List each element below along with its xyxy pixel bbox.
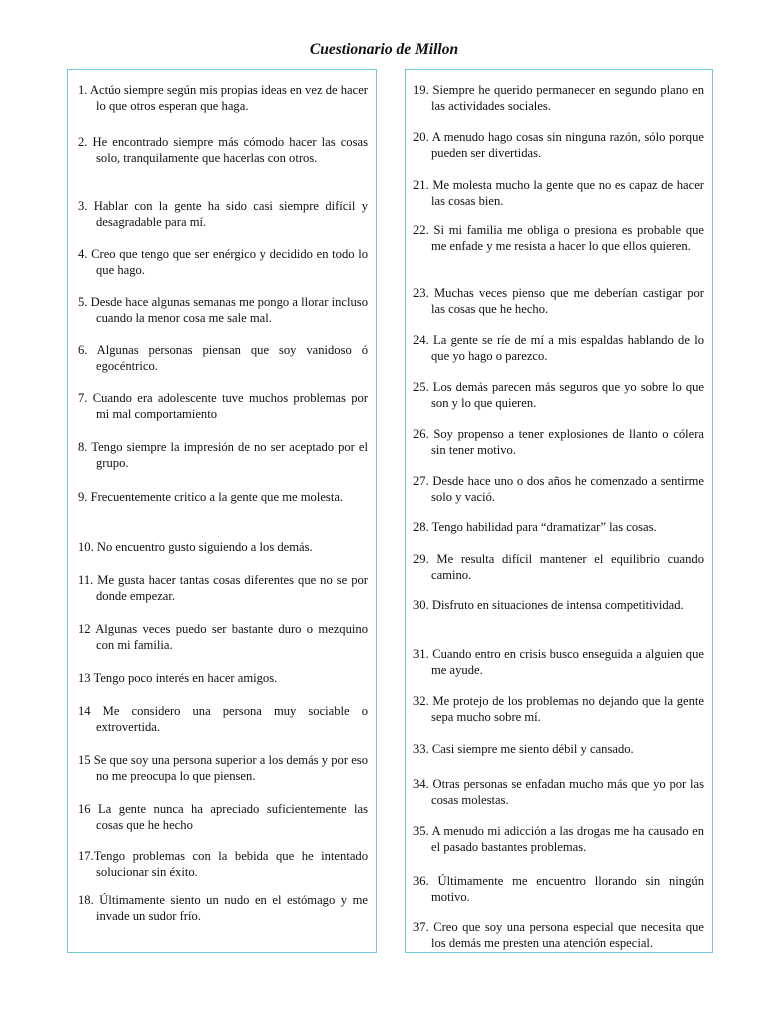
question-22: 22. Si mi familia me obliga o presiona es probable que me enfade y me resista a hacer lo que ellos quieren. xyxy=(413,223,704,254)
question-26: 26. Soy propenso a tener explosiones de llanto o cólera sin tener motivo. xyxy=(413,427,704,458)
question-15: 15 Se que soy una persona superior a los demás y por eso no me preocupa lo que piensen. xyxy=(78,753,368,784)
question-16: 16 La gente nunca ha apreciado suficientemente las cosas que he hecho xyxy=(78,802,368,833)
question-21: 21. Me molesta mucho la gente que no es capaz de hacer las cosas bien. xyxy=(413,178,704,209)
document-title: Cuestionario de Millon xyxy=(309,41,459,58)
question-6: 6. Algunas personas piensan que soy vanidoso ó egocéntrico. xyxy=(78,343,368,374)
question-33: 33. Casi siempre me siento débil y cansado. xyxy=(413,742,634,756)
question-30: 30. Disfruto en situaciones de intensa competitividad. xyxy=(413,598,684,612)
question-24: 24. La gente se ríe de mí a mis espaldas hablando de lo que yo hago o parezco. xyxy=(413,333,704,364)
question-8: 8. Tengo siempre la impresión de no ser aceptado por el grupo. xyxy=(78,440,368,471)
question-5: 5. Desde hace algunas semanas me pongo a llorar incluso cuando la menor cosa me sale mal. xyxy=(78,295,368,326)
question-11: 11. Me gusta hacer tantas cosas diferentes que no se por donde empezar. xyxy=(78,573,368,604)
question-10: 10. No encuentro gusto siguiendo a los demás. xyxy=(78,540,313,554)
question-14: 14 Me considero una persona muy sociable o extrovertida. xyxy=(78,704,368,735)
question-17: 17.Tengo problemas con la bebida que he intentado solucionar sin éxito. xyxy=(78,849,368,880)
question-2: 2. He encontrado siempre más cómodo hacer las cosas solo, tranquilamente que hacerlas con otros. xyxy=(78,135,368,166)
question-29: 29. Me resulta difícil mantener el equilibrio cuando camino. xyxy=(413,552,704,583)
question-37: 37. Creo que soy una persona especial que necesita que los demás me presten una atención especial. xyxy=(413,920,704,951)
question-27: 27. Desde hace uno o dos años he comenzado a sentirme solo y vació. xyxy=(413,474,704,505)
question-25: 25. Los demás parecen más seguros que yo sobre lo que son y lo que quieren. xyxy=(413,380,704,411)
question-9: 9. Frecuentemente critico a la gente que me molesta. xyxy=(78,490,344,504)
right-column xyxy=(405,69,713,953)
question-35: 35. A menudo mi adicción a las drogas me ha causado en el pasado bastantes problemas. xyxy=(413,824,704,855)
question-32: 32. Me protejo de los problemas no dejando que la gente sepa mucho sobre mí. xyxy=(413,694,704,725)
question-7: 7. Cuando era adolescente tuve muchos problemas por mi mal comportamiento xyxy=(78,391,368,422)
question-34: 34. Otras personas se enfadan mucho más que yo por las cosas molestas. xyxy=(413,777,704,808)
question-1: 1. Actúo siempre según mis propias ideas en vez de hacer lo que otros esperan que haga. xyxy=(78,83,368,114)
question-20: 20. A menudo hago cosas sin ninguna razón, sólo porque pueden ser divertidas. xyxy=(413,130,704,161)
question-23: 23. Muchas veces pienso que me deberían castigar por las cosas que he hecho. xyxy=(413,286,704,317)
question-12: 12 Algunas veces puedo ser bastante duro o mezquino con mi familia. xyxy=(78,622,368,653)
question-3: 3. Hablar con la gente ha sido casi siempre difícil y desagradable para mí. xyxy=(78,199,368,230)
question-4: 4. Creo que tengo que ser enérgico y decidido en todo lo que hago. xyxy=(78,247,368,278)
question-31: 31. Cuando entro en crisis busco enseguida a alguien que me ayude. xyxy=(413,647,704,678)
question-19: 19. Siempre he querido permanecer en segundo plano en las actividades sociales. xyxy=(413,83,704,114)
question-28: 28. Tengo habilidad para “dramatizar” las cosas. xyxy=(413,520,657,534)
question-36: 36. Últimamente me encuentro llorando sin ningún motivo. xyxy=(413,874,704,905)
question-18: 18. Últimamente siento un nudo en el estómago y me invade un sudor frío. xyxy=(78,893,368,924)
question-13: 13 Tengo poco interés en hacer amigos. xyxy=(78,671,278,685)
left-column xyxy=(67,69,377,953)
